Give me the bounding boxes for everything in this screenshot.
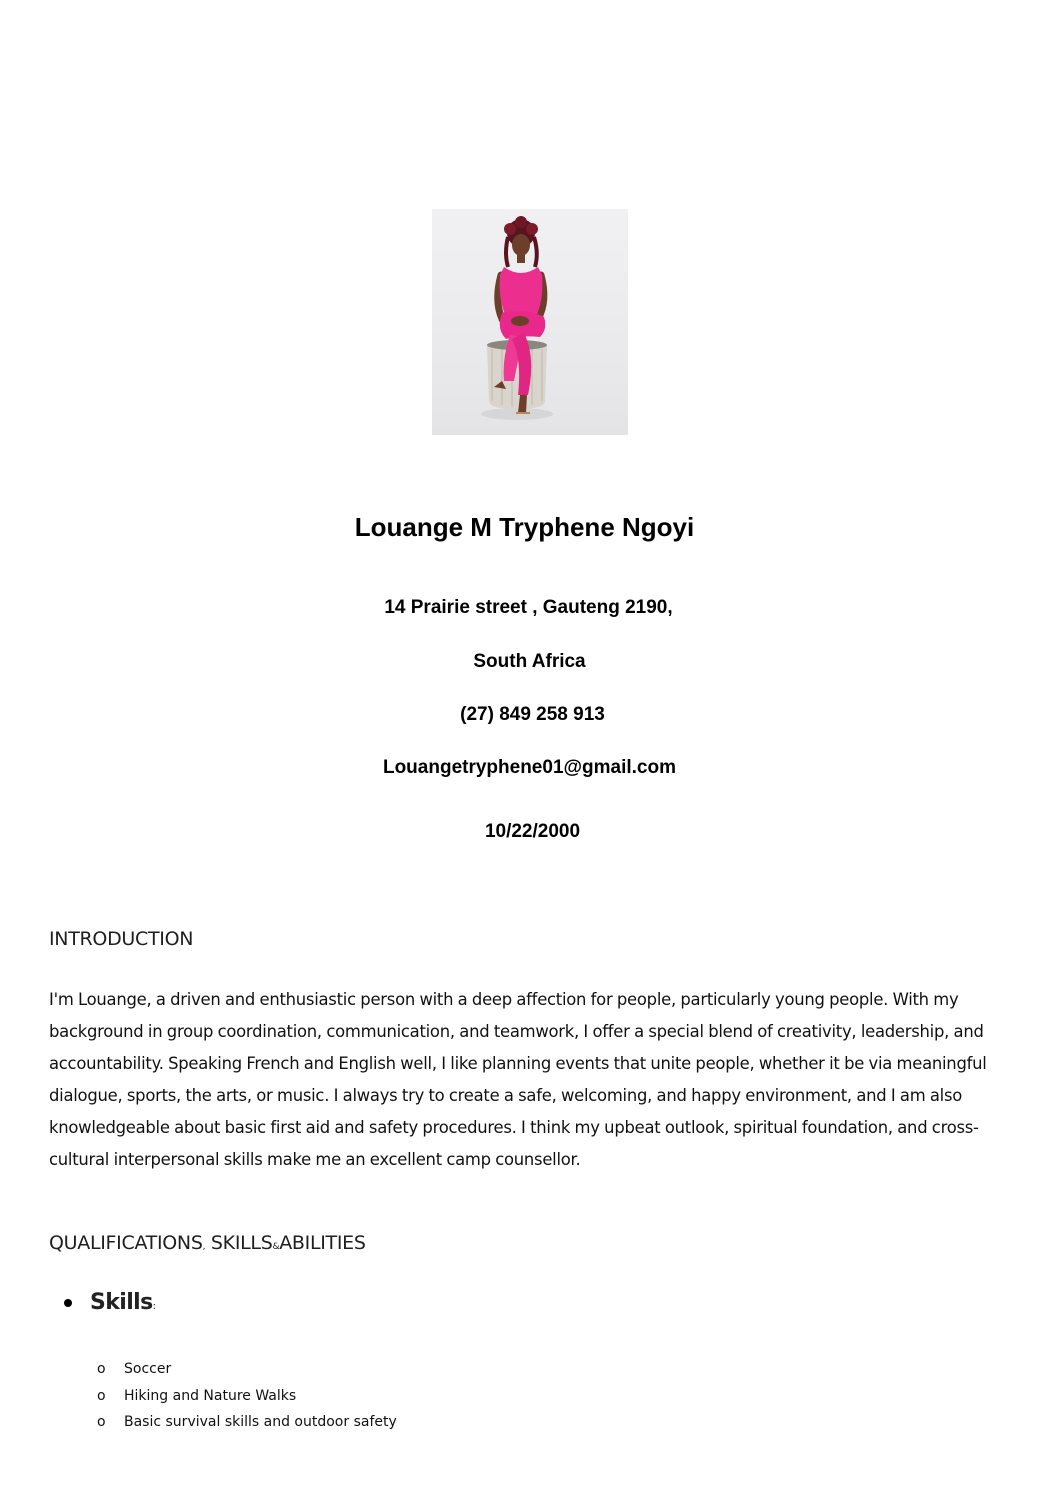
circle-bullet-icon: o xyxy=(97,1361,106,1377)
candidate-name: Louange M Tryphene Ngoyi xyxy=(354,512,695,542)
qualifications-heading xyxy=(49,1232,366,1254)
circle-bullet-icon: o xyxy=(97,1387,106,1404)
introduction-heading: INTRODUCTION xyxy=(49,928,194,950)
email-address: Louangetryphene01@gmail.com xyxy=(382,757,677,778)
skill-soccer: Soccer xyxy=(124,1361,172,1377)
address-line-2: South Africa xyxy=(473,651,586,672)
qualifications-heading-sep1: , xyxy=(202,1242,206,1252)
skill-survival: Basic survival skills and outdoor safety xyxy=(124,1414,397,1430)
introduction-text: I'm Louange, a driven and enthusiastic person with a deep affection for people, particularly young people. With my background in group coordination, communication, and teamwork, I offer a special blend of creativity, leadership, and accountability. Speaking French and English well, I like planning events that unite people, whether it be via meaningful dialogue, sports, the arts, or music. I always try to create a safe, welcoming, and happy environment, and I am also knowledgeable about basic first aid and safety procedures. I think my upbeat outlook, spiritual foundation, and cross-cultural interpersonal skills make me an excellent camp counsellor. xyxy=(49,990,987,1169)
list-item xyxy=(97,1356,397,1383)
skills-label: Skills xyxy=(90,1290,153,1315)
skills-colon: : xyxy=(152,1301,156,1312)
qualifications-heading-part2: SKILLS xyxy=(210,1232,273,1254)
skill-hiking: Hiking and Nature Walks xyxy=(124,1387,297,1404)
profile-photo xyxy=(432,209,628,435)
skills-sublist xyxy=(97,1356,397,1436)
qualifications-heading-part1: QUALIFICATIONS xyxy=(49,1232,203,1254)
list-item xyxy=(97,1409,397,1436)
circle-bullet-icon: o xyxy=(97,1414,106,1430)
qualifications-heading-part3: ABILITIES xyxy=(279,1232,366,1254)
phone-number: (27) 849 258 913 xyxy=(460,704,605,725)
skills-list-item xyxy=(64,1290,156,1315)
qualifications-heading-sep2: & xyxy=(272,1242,280,1252)
date-of-birth: 10/22/2000 xyxy=(484,821,581,842)
portrait-illustration xyxy=(432,209,628,435)
address-line-1: 14 Prairie street , Gauteng 2190, xyxy=(384,597,673,618)
bullet-icon xyxy=(64,1299,72,1307)
list-item xyxy=(97,1383,397,1410)
